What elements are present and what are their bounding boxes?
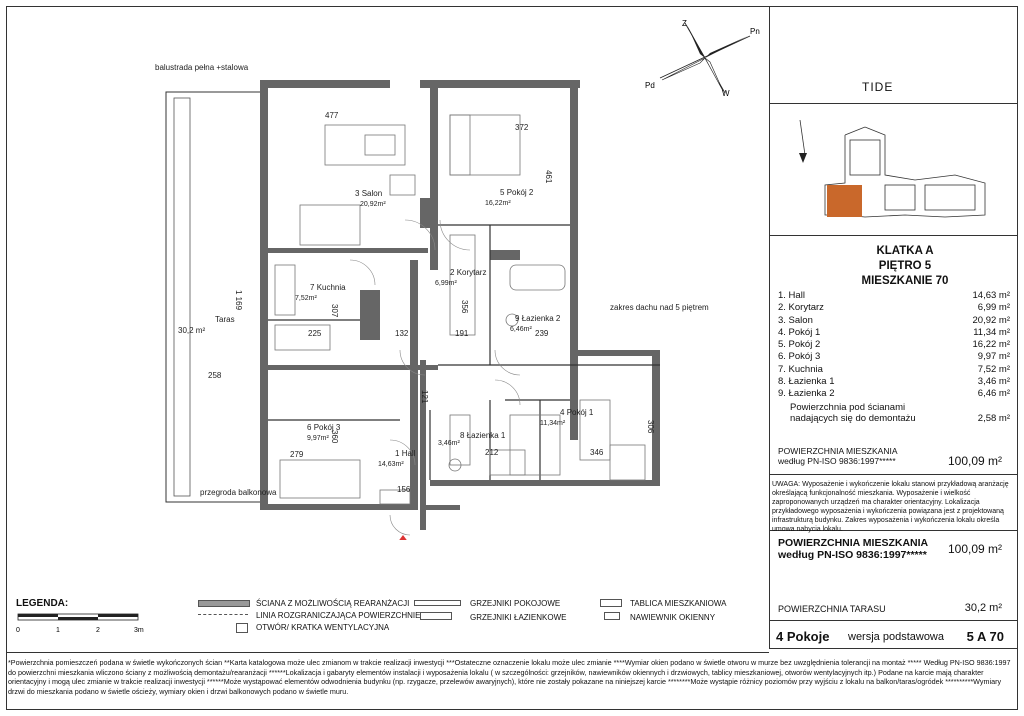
terrace-area [166,80,266,510]
project-name: TIDE [862,80,894,94]
room-label-pokoj3: 6 Pokój 3 [307,423,341,432]
key-plan [785,115,1010,230]
compass-s: Pd [645,81,655,90]
divider [769,474,1018,475]
bath-radiator-icon [420,612,452,620]
room-area-pokoj1: 11,34m² [540,420,566,427]
room-label-pokoj1: 4 Pokój 1 [560,408,594,417]
dim-356: 356 [460,300,469,314]
room-label-pokoj2: 5 Pokój 2 [500,188,534,197]
svg-text:1: 1 [56,627,60,634]
legend-wall: ŚCIANA Z MOŻLIWOŚCIĄ REARANŻACJI [256,599,410,608]
list-item: 4. Pokój 1 11,34 m² [778,326,1010,338]
apartment-area-block-2 [778,537,1010,561]
compass-z: Z [682,19,687,28]
list-item: 5. Pokój 2 16,22 m² [778,339,1010,351]
legend-grz-laz: GRZEJNIKI ŁAZIENKOWE [470,613,567,622]
terrace-area-block [778,604,1010,614]
room-area-pokoj3: 9,97m² [307,435,329,442]
room-area-hall: 14,63m² [378,461,404,468]
wersja-label: wersja podstawowa [848,631,944,643]
list-item: 2. Korytarz 6,99 m² [778,302,1010,314]
under-walls-row: Powierzchnia pod ścianami nadających się do demontażu 2,58 m² [790,401,1010,424]
apartment-code: 5 A 70 [966,629,1004,644]
compass-e: W [722,89,730,98]
room-label-lazienka1: 8 Łazienka 1 [460,431,506,440]
divider [769,103,1018,104]
dim-1169: 1 169 [234,290,243,311]
rooms-list [778,290,1010,424]
vent-icon [236,623,248,633]
room-label-salon: 3 Salon [355,189,383,198]
klatka-label: KLATKA A [876,245,934,257]
dim-225: 225 [308,329,322,338]
legend-nawiewnik: NAWIEWNIK OKIENNY [630,613,716,622]
pokoje-label: 4 Pokoje [776,629,830,644]
legend-vent: OTWÓR/ KRATKA WENTYLACYJNA [256,623,390,632]
dim-258: 258 [208,371,222,380]
taras-label: POWIERZCHNIA TARASU [778,604,886,614]
dim-360: 360 [330,430,339,444]
divider [769,648,1018,649]
dim-239: 239 [535,329,549,338]
pietro-label: PIĘTRO 5 [878,260,932,272]
area-label-1: POWIERZCHNIA MIESZKANIA [778,446,898,456]
room-area-kuchnia: 7,52m² [295,295,317,302]
list-item: 1. Hall 14,63 m² [778,290,1010,301]
room-area-lazienka2: 6,46m² [510,326,532,333]
area-value: 100,09 m² [947,454,1002,468]
area2-label-2: według PN-ISO 9836:1997***** [778,549,927,561]
balustrada-label: balustrada pełna +stalowa [155,63,249,72]
dim-191: 191 [455,329,469,338]
dim-279: 279 [290,450,304,459]
room-label-hall: 1 Hall [395,449,416,458]
zakres-label: zakres dachu nad 5 piętrem [610,303,709,312]
outer-walls [260,80,660,530]
legend-grz-pok: GRZEJNIKI POKOJOWE [470,599,561,608]
legend-tablica: TABLICA MIESZKANIOWA [630,599,727,608]
legend-title: LEGENDA: [16,598,69,609]
dim-372: 372 [515,123,529,132]
svg-text:0: 0 [16,627,20,634]
dim-346: 346 [590,448,604,457]
legend-line-swatch [198,614,248,615]
radiator-icon [414,600,461,606]
scale-bar [16,612,146,642]
svg-text:3m: 3m [134,627,144,634]
dim-477: 477 [325,111,339,120]
room-label-lazienka2: 9 Łazienka 2 [515,314,561,323]
dim-307: 307 [330,304,339,318]
room-area-pokoj2: 16,22m² [485,200,511,207]
footnotes: *Powierzchnia pomieszczeń podana w świetle wykończonych ścian **Karta katalogowa może ulec zmianom w trakcie realizacji inwestycji ***Ostateczne oznaczenie lokalu może ulec zmianie ****Wymiar okien podano w świetle otworu w murze bez uwzględnienia tolerancji na montaż ***** Według PN-ISO 9836:1997 do powierzchni mieszkania wliczono ściany z możliwością demontażu/rearanżacji ******Lokalizacja i gabaryty elementów instalacji i wyposażenia lokalu ( w szczególności: grzejników, nawiewników okiennych i drzwiowych, tablicy mieszkaniowej, otworów wentylacyjnych itp.) Podane na karcie mają charakter orientacyjny i mogą ulec zmianie w trakcie realizacji inwestycji ******Może wystąpować elementów odwodnienia budynku (np. rzygacze, przelewów awaryjnych), które nie zostały pokazane na niniejszej karcie ********Może wystąpie różnicy poziomów przy wyjściu z lokalu na balkon/taras/ogródek **********Wymiary drzwi do mieszkania podano w świetle ościeży, wymiary okien i drzwi balkonowych podano w świetle muru. [8,658,1011,696]
apartment-heading [800,244,1010,289]
dim-212: 212 [485,448,499,457]
dim-156: 156 [397,485,411,494]
apartment-area-block [778,446,1010,466]
taras-value: 30,2 m² [964,602,1002,614]
area2-label-1: POWIERZCHNIA MIESZKANIA [778,537,929,549]
taras-area-label: 30,2 m² [178,326,206,335]
list-item: 6. Pokój 3 9,97 m² [778,351,1010,363]
divider [769,620,1018,621]
list-item: 8. Łazienka 1 3,46 m² [778,376,1010,388]
vent-window-icon [604,612,620,620]
dim-306: 306 [646,420,655,434]
divider [769,235,1018,236]
legend-line: LINIA ROZGRANICZAJĄCA POWIERZCHNIE [256,611,421,620]
mieszkanie-label: MIESZKANIE 70 [861,275,949,287]
floor-plan [150,20,770,540]
area-label-2: według PN-ISO 9836:1997***** [778,456,896,466]
list-item: 9. Łazienka 2 6,46 m² [778,388,1010,400]
dim-132: 132 [395,329,409,338]
compass-n: Pn [750,27,760,36]
dim-121: 121 [420,390,429,404]
list-item: 7. Kuchnia 7,52 m² [778,363,1010,375]
area2-value: 100,09 m² [947,542,1002,556]
compass-icon [640,18,770,98]
dim-461: 461 [544,170,553,184]
svg-text:2: 2 [96,627,100,634]
room-area-korytarz: 6,99m² [435,280,457,287]
room-label-kuchnia: 7 Kuchnia [310,283,346,292]
panel-icon [600,599,622,607]
przegroda-label: przegroda balkonowa [200,488,277,497]
divider [6,652,769,653]
list-item: 3. Salon 20,92 m² [778,314,1010,326]
room-label-korytarz: 2 Korytarz [450,268,487,277]
room-area-lazienka1: 3,46m² [438,440,460,447]
legend-wall-swatch [198,600,250,607]
entrance-marker [397,535,409,540]
taras-label: Taras [215,315,235,324]
uwaga-note: UWAGA: Wyposażenie i wykończenie lokalu stanowi przykładową aranżację określającą funkcjonalność mieszkania. Wyposażenie i wielkość zaproponowanych urządzeń ma charakter orientacyjny. Lokalizacja przykładowego wyposażenia i wykończenia powiązana jest z projektowaną infrastrukturą budynku. Zakres wyposażenia i wykończenia lokalu określa umowa nabycia lokalu. [772,481,1009,533]
room-area-salon: 20,92m² [360,201,386,208]
summary-row [772,625,1012,647]
